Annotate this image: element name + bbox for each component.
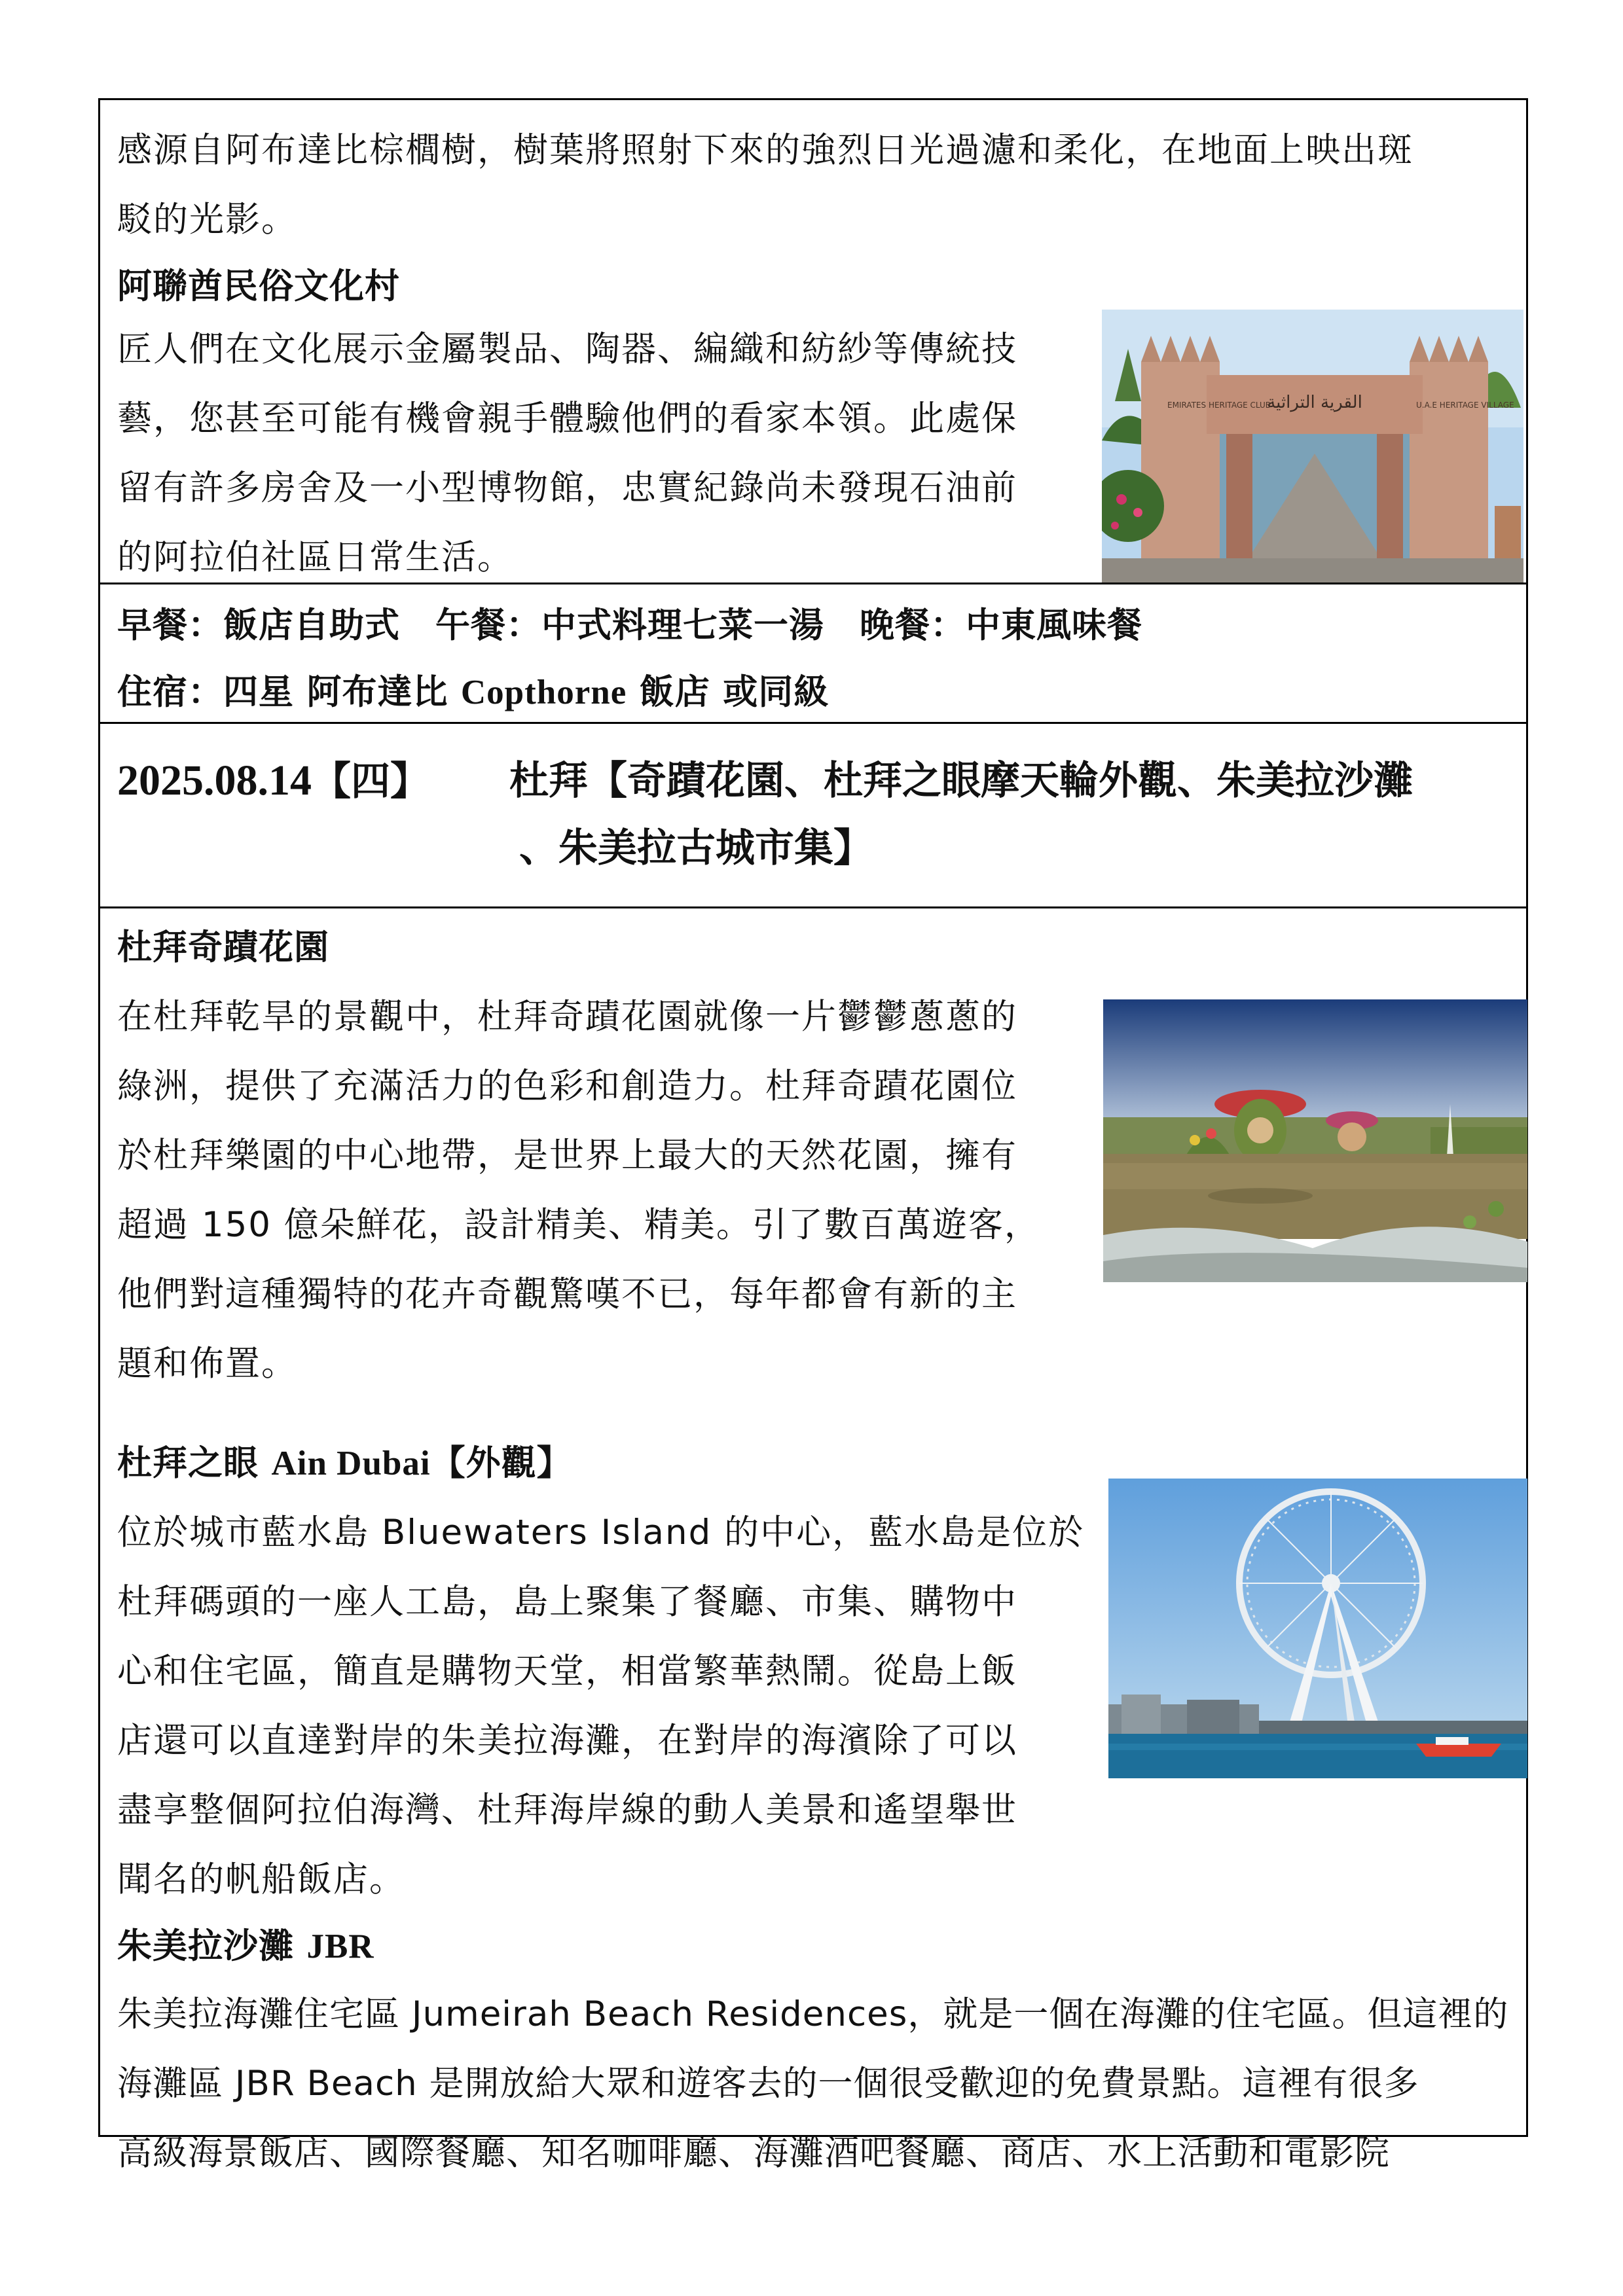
ain-dubai-photo — [1108, 1479, 1527, 1778]
lodging-line — [117, 658, 829, 727]
miracle-line: 他們對這種獨特的花卉奇觀驚嘆不已，每年都會有新的主 — [117, 1274, 1017, 1314]
miracle-line: 在杜拜乾旱的景觀中，杜拜奇蹟花園就像一片鬱鬱蔥蔥的 — [117, 997, 1017, 1037]
lodging-hotel: Copthorne — [460, 673, 627, 711]
heritage-village-photo — [1102, 310, 1523, 583]
divider — [100, 906, 1526, 908]
miracle-line: 於杜拜樂園的中心地帶，是世界上最大的天然花園，擁有 — [117, 1136, 1017, 1175]
meals-line: 早餐：飯店自助式 午餐：中式料理七菜一湯 晚餐：中東風味餐 — [117, 605, 1142, 645]
ain-line: 心和住宅區，簡直是購物天堂，相當繁華熱鬧。從島上飯 — [117, 1651, 1017, 1691]
day-weekday: 【四】 — [312, 759, 429, 804]
sign-right-text: U.A.E HERITAGE VILLAGE — [1416, 401, 1514, 410]
itinerary-table — [98, 98, 1528, 2173]
heritage-line: 的阿拉伯社區日常生活。 — [117, 537, 513, 577]
miracle-line: 題和佈置。 — [117, 1344, 297, 1384]
jbr-line: 海灘區 JBR Beach 是開放給大眾和遊客去的一個很受歡迎的免費景點。這裡有很多 — [117, 2064, 1419, 2104]
jbr-title-cn: 朱美拉沙灘 — [117, 1926, 307, 1966]
heritage-line: 留有許多房舍及一小型博物館，忠實紀錄尚未發現石油前 — [117, 468, 1017, 508]
divider — [100, 722, 1526, 724]
day-title-line2: 、朱美拉古城市集】 — [519, 825, 873, 871]
jbr-line: 朱美拉海灘住宅區 Jumeirah Beach Residences，就是一個在海灘的住宅區。但這裡的 — [117, 1994, 1509, 2034]
heritage-text — [117, 315, 1017, 592]
ain-title-tail: 【外觀】 — [430, 1443, 572, 1483]
divider — [100, 583, 1526, 584]
miracle-title: 杜拜奇蹟花園 — [117, 927, 329, 967]
day-title-line1: 杜拜【奇蹟花園、杜拜之眼摩天輪外觀、朱美拉沙灘 — [509, 758, 1413, 804]
ain-line: 位於城市藍水島 Bluewaters Island 的中心，藍水島是位於 — [117, 1513, 1085, 1552]
jbr-title — [117, 1912, 374, 1981]
svg-text:القرية التراثية: القرية التراثية — [1267, 393, 1362, 412]
ain-title-cn: 杜拜之眼 — [117, 1443, 272, 1483]
jbr-title-en: JBR — [306, 1928, 374, 1965]
heritage-line: 藝，您甚至可能有機會親手體驗他們的看家本領。此處保 — [117, 399, 1017, 439]
ain-line: 盡享整個阿拉伯海灣、杜拜海岸線的動人美景和遙望舉世 — [117, 1790, 1017, 1830]
ain-title-en: Ain Dubai — [271, 1444, 431, 1482]
ain-text — [117, 1498, 1084, 1914]
miracle-line: 綠洲，提供了充滿活力的色彩和創造力。杜拜奇蹟花園位 — [117, 1066, 1017, 1106]
intro-text — [117, 116, 1413, 255]
miracle-text — [117, 982, 1040, 1399]
lodging-suffix: 飯店 或同級 — [627, 672, 830, 712]
ain-title — [117, 1429, 572, 1498]
intro-line: 駁的光影。 — [117, 200, 297, 240]
miracle-garden-photo — [1103, 999, 1527, 1282]
jbr-text — [117, 1980, 1508, 2188]
sign-left-text: EMIRATES HERITAGE CLUB — [1167, 401, 1271, 410]
day-date-value: 2025.08.14 — [117, 757, 312, 804]
ain-line: 店還可以直達對岸的朱美拉海灘，在對岸的海濱除了可以 — [117, 1721, 1017, 1761]
heritage-line: 匠人們在文化展示金屬製品、陶器、編織和紡紗等傳統技 — [117, 329, 1017, 369]
jbr-line: 高級海景飯店、國際餐廳、知名咖啡廳、海灘酒吧餐廳、商店、水上活動和電影院 — [117, 2133, 1390, 2173]
intro-line: 感源自阿布達比棕櫚樹，樹葉將照射下來的強烈日光過濾和柔化，在地面上映出斑 — [117, 130, 1413, 170]
heritage-title: 阿聯酋民俗文化村 — [117, 266, 400, 306]
miracle-line: 超過 150 億朵鮮花，設計精美、精美。引了數百萬遊客， — [117, 1205, 1040, 1245]
lodging-prefix: 住宿：四星 阿布達比 — [117, 672, 461, 712]
day-date — [117, 748, 429, 814]
ain-line: 杜拜碼頭的一座人工島，島上聚集了餐廳、市集、購物中 — [117, 1582, 1017, 1622]
ain-line: 聞名的帆船飯店。 — [117, 1859, 405, 1899]
